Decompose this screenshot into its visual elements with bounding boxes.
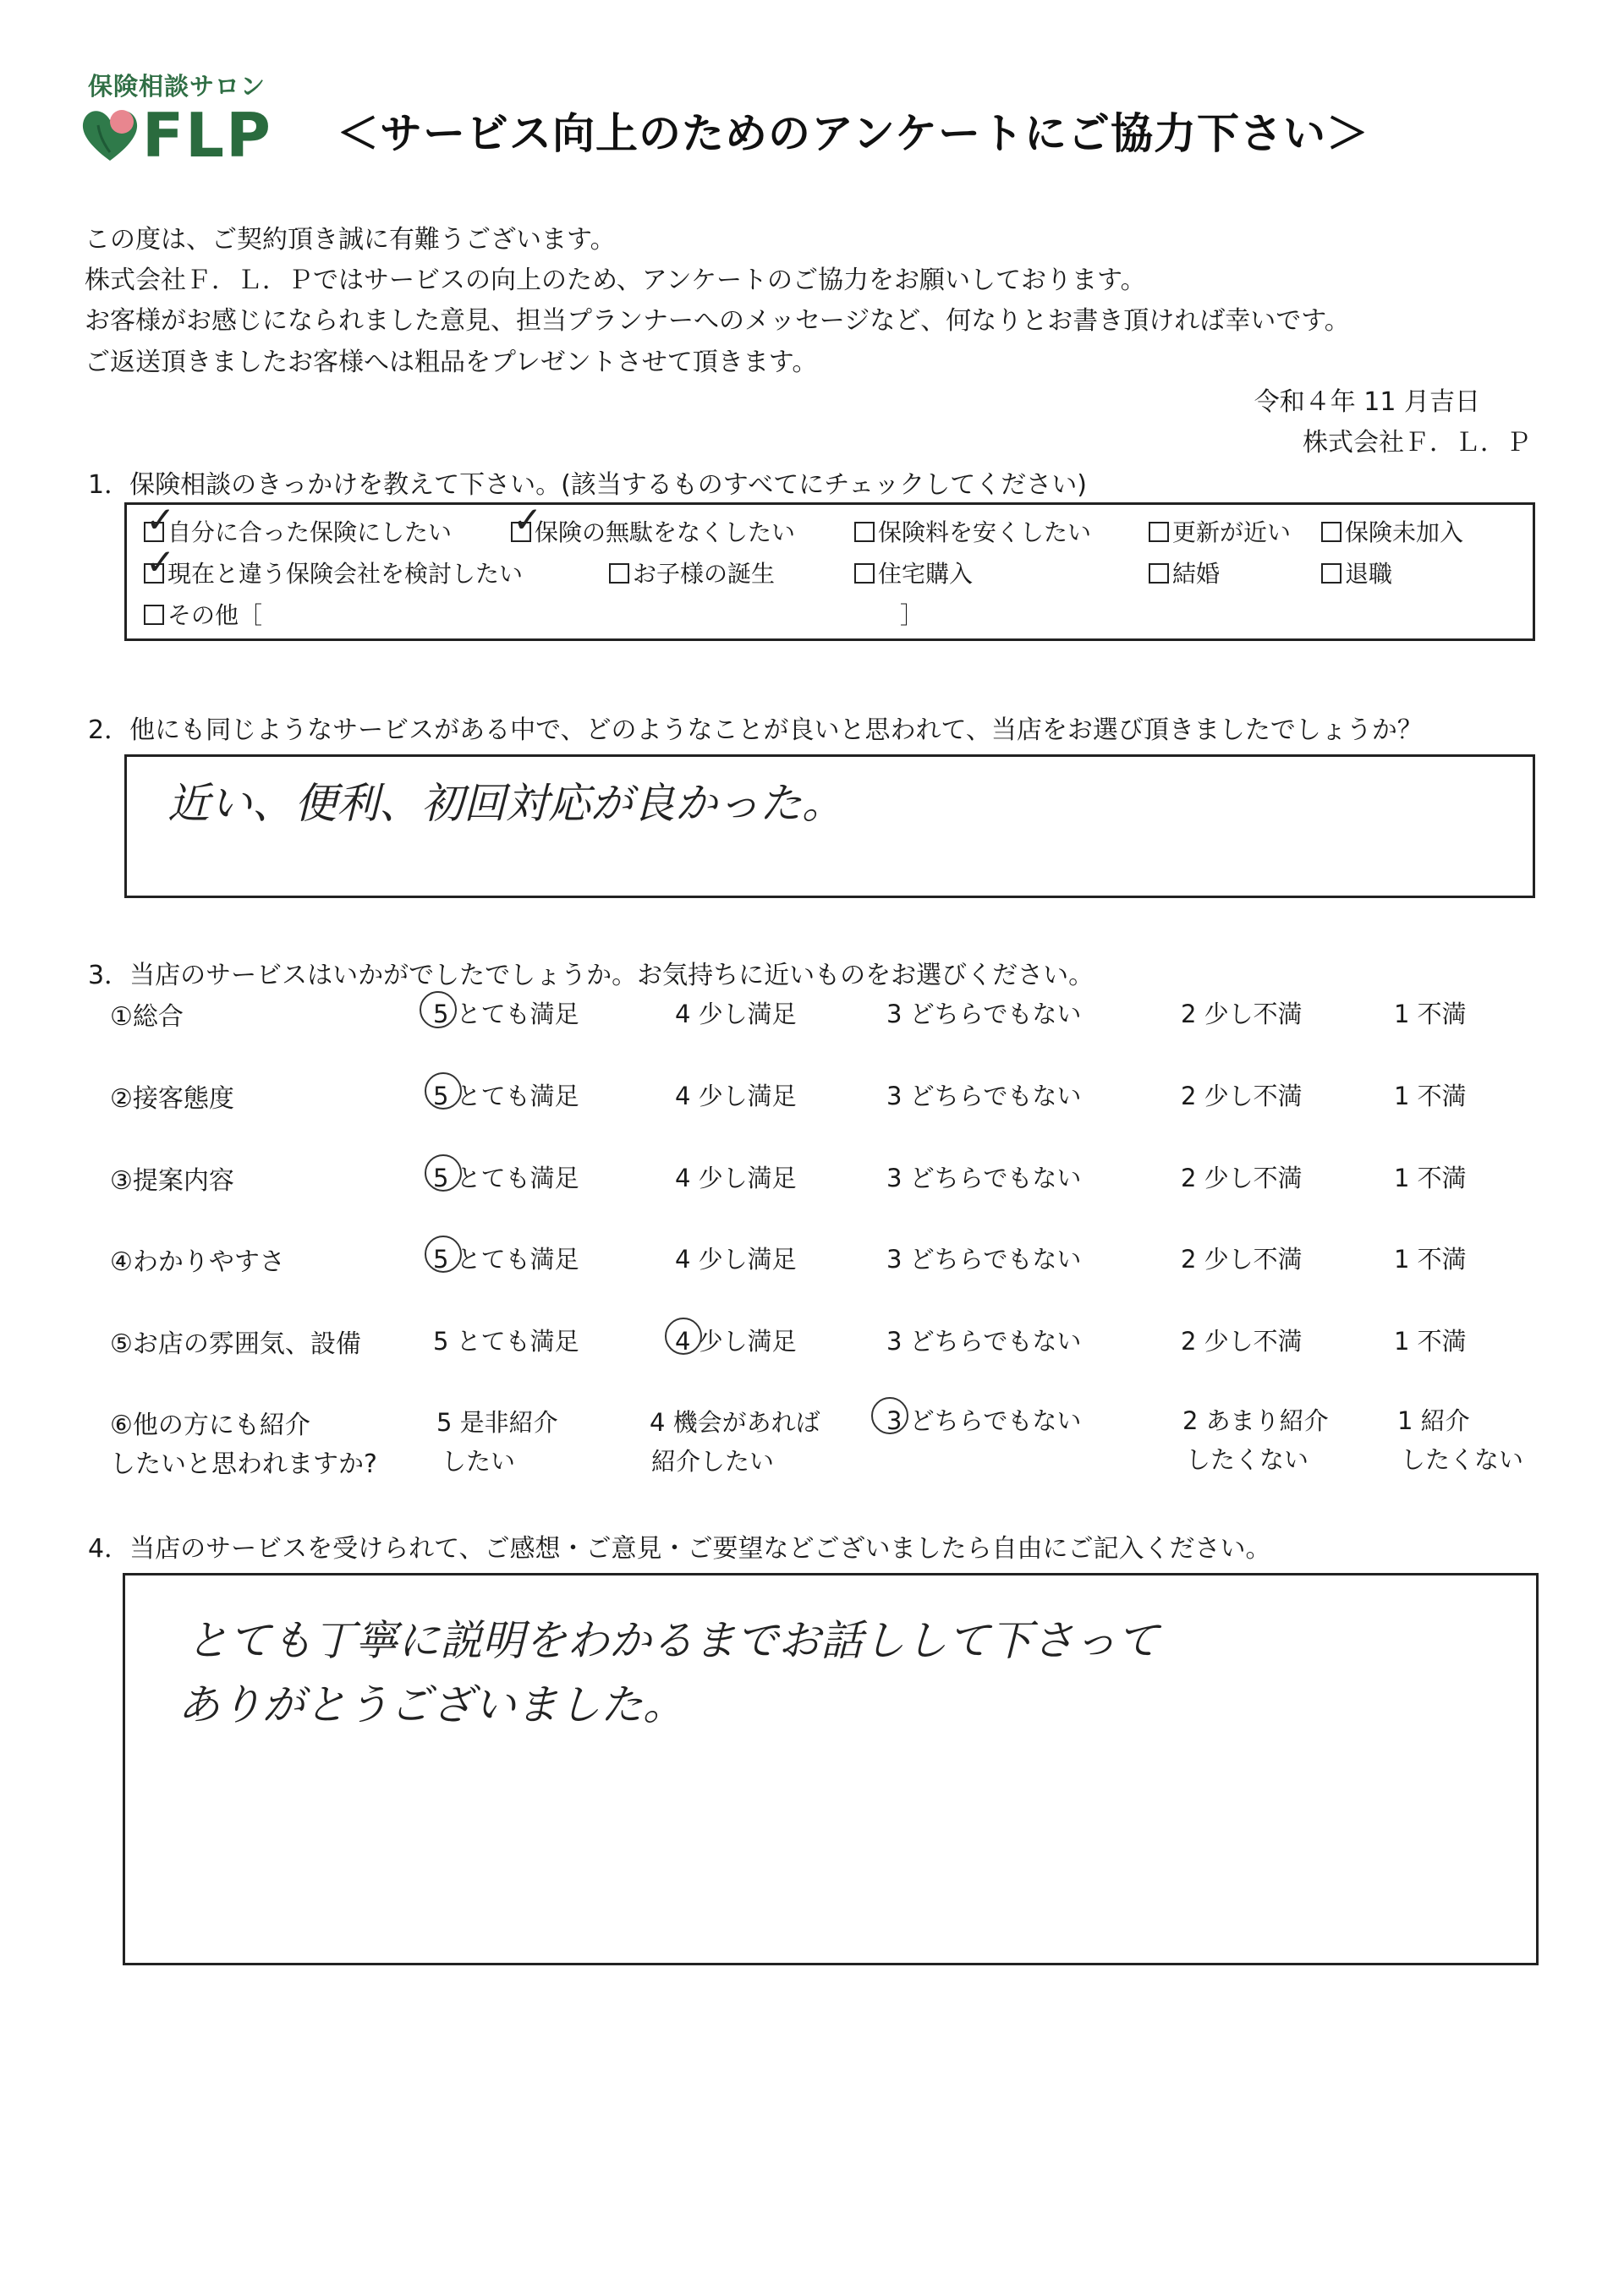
q1-option-house[interactable] xyxy=(854,556,973,589)
intro-line-2: 株式会社Ｆ．Ｌ．Ｐではサービスの向上のため、アンケートのご協力をお願いしております。 xyxy=(85,266,1146,295)
q1-other-bracket-close: ］ xyxy=(900,601,924,629)
q1-option-label: 自分に合った保険にしたい xyxy=(167,518,453,546)
page-title: ＜サービス向上のためのアンケートにご協力下さい＞ xyxy=(337,109,1369,158)
rating-row-label: ②接客態度 xyxy=(110,1084,234,1114)
rating-option-1[interactable]: 1 不満 xyxy=(1394,1082,1467,1110)
q1-option-reduce-waste[interactable] xyxy=(511,514,795,548)
rating-option-3[interactable]: 3 どちらでもない xyxy=(886,1000,1082,1028)
q1-option-cheaper[interactable] xyxy=(854,514,1091,548)
q1-option-own-insurance[interactable] xyxy=(144,514,452,548)
check-mark-icon: ✓ xyxy=(145,499,176,540)
check-mark-icon: ✓ xyxy=(145,541,176,583)
intro-line-1: この度は、ご契約頂き誠に有難うございます。 xyxy=(85,225,616,255)
heart-logo-icon xyxy=(76,100,144,167)
rating-option-5[interactable]: 5 とても満足 xyxy=(433,1164,579,1192)
checkbox-icon xyxy=(1149,563,1169,584)
logo-tagline: 保険相談サロン xyxy=(88,72,266,101)
referral-option-2-line-2: したくない xyxy=(1186,1445,1309,1474)
q1-option-label: 住宅購入 xyxy=(878,560,974,588)
selected-circle-icon xyxy=(425,1154,462,1192)
q1-option-other-company[interactable] xyxy=(144,556,523,589)
intro-line-3: お客様がお感じになられました意見、担当プランナーへのメッセージなど、何なりとお書き頂ければ幸いです。 xyxy=(85,306,1350,336)
question-2: 2．他にも同じようなサービスがある中で、どのようなことが良いと思われて、当店をお選び頂きましたでしょうか？ xyxy=(88,715,1423,745)
rating-option-4[interactable]: 4 少し満足 xyxy=(675,1245,797,1274)
selected-circle-icon xyxy=(871,1397,908,1434)
q2-answer: 近い、便利、初回対応が良かった。 xyxy=(167,779,844,828)
intro-line-4: ご返送頂きましたお客様へは粗品をプレゼントさせて頂きます。 xyxy=(85,348,818,377)
q1-option-label: お子様の誕生 xyxy=(633,560,776,588)
rating-option-4[interactable]: 4 少し満足 xyxy=(675,1164,797,1192)
selected-circle-icon xyxy=(425,1072,462,1110)
referral-option-4[interactable]: 4 機会があれば xyxy=(650,1408,820,1437)
q1-option-label: 更新が近い xyxy=(1172,518,1292,546)
question-3: 3．当店のサービスはいかがでしたでしょうか。お気持ちに近いものをお選びください。 xyxy=(88,961,1095,990)
q1-option-child-birth[interactable] xyxy=(609,556,775,589)
q1-option-label: 退職 xyxy=(1345,560,1393,588)
rating-option-2[interactable]: 2 少し不満 xyxy=(1181,1327,1303,1356)
referral-option-3[interactable]: 3 どちらでもない xyxy=(886,1406,1082,1435)
q1-option-other[interactable] xyxy=(144,597,262,631)
q1-option-label: その他［ xyxy=(167,601,263,629)
checkbox-icon xyxy=(1321,563,1341,584)
rating-option-2[interactable]: 2 少し不満 xyxy=(1181,1245,1303,1274)
rating-option-4[interactable]: 4 少し満足 xyxy=(675,1327,797,1356)
check-mark-icon: ✓ xyxy=(513,499,543,540)
referral-option-5[interactable]: 5 是非紹介 xyxy=(436,1408,558,1437)
checkbox-icon xyxy=(1149,522,1169,542)
q1-option-label: 保険の無駄をなくしたい xyxy=(535,518,796,546)
q1-option-label: 現在と違う保険会社を検討したい xyxy=(167,560,524,588)
question-1: 1．保険相談のきっかけを教えて下さい。(該当するものすべてにチェックしてください) xyxy=(88,470,1087,500)
company-name: 株式会社Ｆ．Ｌ．Ｐ xyxy=(1303,428,1531,458)
rating-row-label: ⑤お店の雰囲気、設備 xyxy=(110,1329,361,1359)
referral-label-line-2: したいと思われますか? xyxy=(110,1449,377,1479)
referral-option-1-line-2: したくない xyxy=(1401,1445,1524,1474)
q1-option-label: 保険未加入 xyxy=(1345,518,1464,546)
rating-option-2[interactable]: 2 少し不満 xyxy=(1181,1082,1303,1110)
q1-option-label: 結婚 xyxy=(1172,560,1221,588)
rating-option-2[interactable]: 2 少し不満 xyxy=(1181,1164,1303,1192)
referral-option-4-line-2: 紹介したい xyxy=(651,1447,775,1476)
q1-option-label: 保険料を安くしたい xyxy=(878,518,1092,546)
referral-option-5-line-2: したい xyxy=(442,1447,516,1476)
rating-row-label: ④わかりやすさ xyxy=(110,1247,285,1277)
logo-text: FLP xyxy=(142,100,272,171)
rating-option-3[interactable]: 3 どちらでもない xyxy=(886,1245,1082,1274)
checkbox-icon xyxy=(144,605,164,625)
rating-option-5[interactable]: 5 とても満足 xyxy=(433,1000,579,1028)
rating-option-1[interactable]: 1 不満 xyxy=(1394,1245,1467,1274)
referral-label-line-1: ⑥他の方にも紹介 xyxy=(110,1411,310,1440)
q1-option-retirement[interactable] xyxy=(1321,556,1392,589)
selected-circle-icon xyxy=(425,1236,462,1273)
rating-option-5[interactable]: 5 とても満足 xyxy=(433,1327,579,1356)
checkbox-icon xyxy=(854,563,875,584)
rating-option-5[interactable]: 5 とても満足 xyxy=(433,1082,579,1110)
rating-option-3[interactable]: 3 どちらでもない xyxy=(886,1082,1082,1110)
date: 令和４年 11 月吉日 xyxy=(1254,387,1480,417)
question-4: 4．当店のサービスを受けられて、ご感想・ご意見・ご要望などございましたら自由にご記入ください。 xyxy=(88,1534,1271,1564)
referral-option-1[interactable]: 1 紹介 xyxy=(1397,1406,1470,1435)
referral-option-2[interactable]: 2 あまり紹介 xyxy=(1182,1406,1329,1435)
q1-option-renewal[interactable] xyxy=(1149,514,1291,548)
rating-option-4[interactable]: 4 少し満足 xyxy=(675,1000,797,1028)
rating-option-3[interactable]: 3 どちらでもない xyxy=(886,1327,1082,1356)
q1-option-uninsured[interactable] xyxy=(1321,514,1463,548)
rating-option-2[interactable]: 2 少し不満 xyxy=(1181,1000,1303,1028)
rating-option-4[interactable]: 4 少し満足 xyxy=(675,1082,797,1110)
selected-circle-icon xyxy=(420,991,457,1028)
rating-row-label: ③提案内容 xyxy=(110,1166,234,1196)
checkbox-icon xyxy=(609,563,629,584)
q4-answer-line-1: とても丁寧に説明をわかるまでお話しして下さって xyxy=(186,1616,1159,1665)
rating-row-label: ①総合 xyxy=(110,1002,184,1032)
rating-option-1[interactable]: 1 不満 xyxy=(1394,1327,1467,1356)
rating-option-5[interactable]: 5 とても満足 xyxy=(433,1245,579,1274)
q4-answer-line-2: ありがとうございました。 xyxy=(178,1680,685,1729)
rating-option-3[interactable]: 3 どちらでもない xyxy=(886,1164,1082,1192)
checkbox-icon xyxy=(1321,522,1341,542)
rating-option-1[interactable]: 1 不満 xyxy=(1394,1000,1467,1028)
checkbox-icon xyxy=(854,522,875,542)
rating-option-1[interactable]: 1 不満 xyxy=(1394,1164,1467,1192)
q1-option-marriage[interactable] xyxy=(1149,556,1220,589)
selected-circle-icon xyxy=(665,1318,702,1355)
